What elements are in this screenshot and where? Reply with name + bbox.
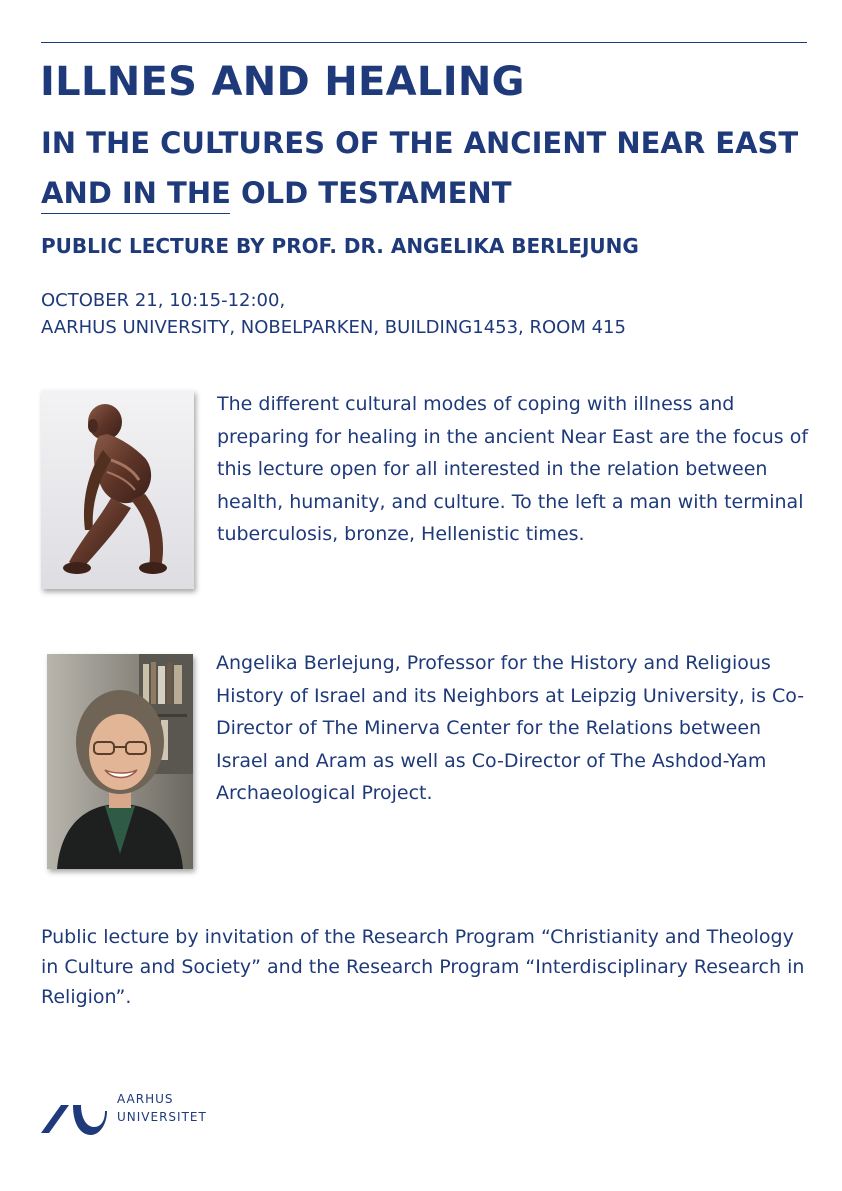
short-rule	[41, 213, 230, 214]
subtitle-line-1: IN THE CULTURES OF THE ANCIENT NEAR EAST	[41, 126, 799, 160]
event-location: AARHUS UNIVERSITY, NOBELPARKEN, BUILDING1453, ROOM 415	[41, 317, 626, 338]
portrait-image	[47, 654, 193, 869]
subtitle	[41, 118, 821, 218]
logo-line-1: AARHUS	[117, 1092, 174, 1106]
speaker-bio: Angelika Berlejung, Professor for the History and Religious History of Israel and its Neighbors at Leipzig University, is Co-Director of The Minerva Center for the Relations between Israel and Aram as well as Co-Director of The Ashdod-Yam Archaeological Project.	[216, 652, 805, 804]
page-title: ILLNES AND HEALING	[40, 59, 525, 105]
event-info	[41, 287, 626, 341]
lecture-description: The different cultural modes of coping with illness and preparing for healing in the ancient Near East are the focus of this lecture open for all interested in the relation between health, humanity, and culture. To the left a man with terminal tuberculosis, bronze, Hellenistic times.	[217, 393, 809, 545]
subtitle-line-2: AND IN THE OLD TESTAMENT	[41, 176, 512, 210]
au-logo-mark-icon	[41, 1101, 107, 1135]
logo-line-2: UNIVERSITET	[117, 1110, 207, 1124]
aarhus-university-logo	[41, 1090, 221, 1135]
sculpture-image	[41, 390, 194, 589]
event-date-time: OCTOBER 21, 10:15-12:00,	[41, 290, 286, 311]
lecture-heading: PUBLIC LECTURE BY PROF. DR. ANGELIKA BERLEJUNG	[41, 234, 639, 258]
invitation-note: Public lecture by invitation of the Research Program “Christianity and Theology in Culture and Society” and the Research Program “Interdisciplinary Research in Religion”.	[41, 926, 805, 1008]
top-rule	[41, 42, 807, 43]
logo-wordmark	[117, 1090, 207, 1126]
